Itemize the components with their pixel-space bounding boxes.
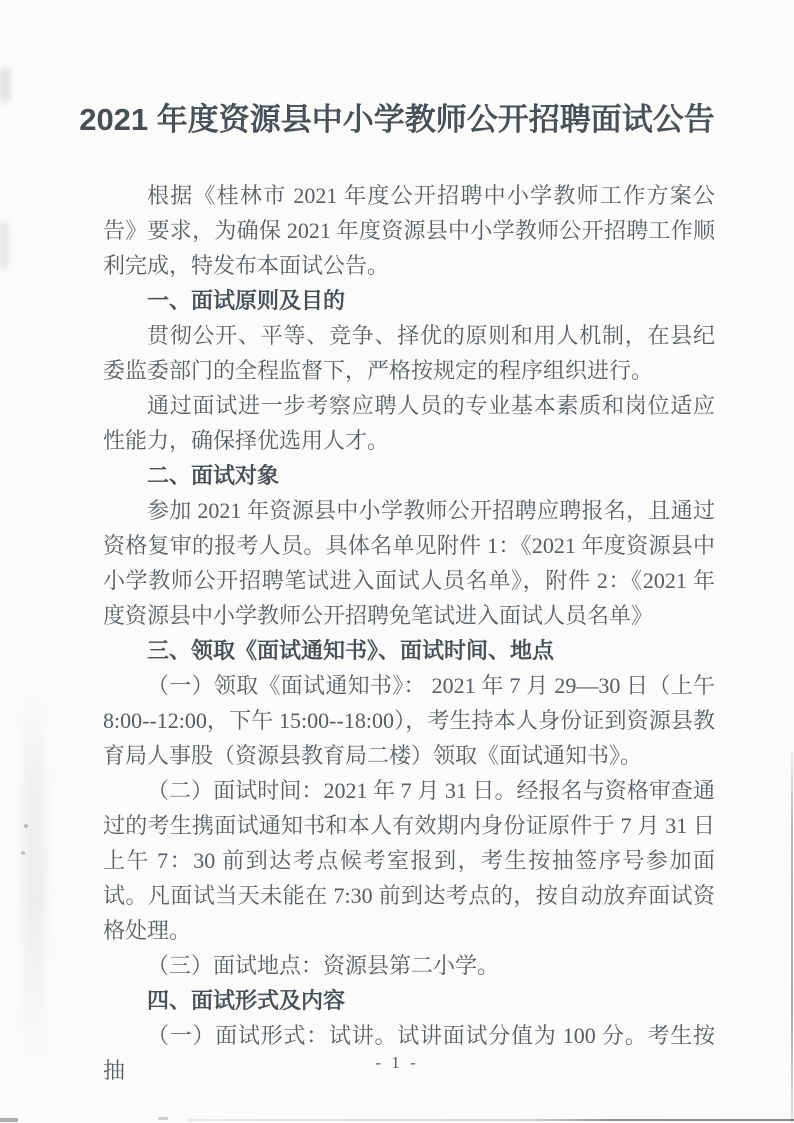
scan-shadow-band	[22, 690, 46, 1070]
body-paragraph: 根据《桂林市 2021 年度公开招聘中小学教师工作方案公告》要求，为确保 2021 年度资源县中小学教师公开招聘工作顺利完成，特发布本面试公告。	[103, 183, 715, 278]
scan-speck	[21, 851, 25, 855]
scan-edge-bottom-left	[0, 1118, 18, 1122]
document-body	[103, 178, 715, 1088]
scan-speck	[24, 824, 28, 828]
body-paragraph: 贯彻公开、平等、竞争、择优的原则和用人机制，在县纪委监委部门的全程监督下，严格按规定的程序组织进行。	[103, 323, 715, 383]
page-number: - 1 -	[375, 1053, 419, 1072]
scan-edge-bottom	[188, 1119, 794, 1121]
body-paragraph: 参加 2021 年资源县中小学教师公开招聘应聘报名，且通过资格复审的报考人员。具体名单见附件 1：《2021 年度资源县中小学教师公开招聘笔试进入面试人员名单》，附件 2：《2021 年度资源县中小学教师公开招聘免笔试进入面试人员名单》	[103, 498, 715, 628]
body-paragraph: 通过面试进一步考察应聘人员的专业基本素质和岗位适应性能力，确保择优选用人才。	[103, 393, 715, 453]
scan-smudge	[0, 222, 8, 268]
body-paragraph: （一）面试形式：试讲。试讲面试分值为 100 分。考生按抽	[103, 1023, 715, 1083]
section-heading: 四、面试形式及内容	[147, 988, 346, 1013]
section-heading: 二、面试对象	[147, 463, 280, 488]
body-paragraph: （一）领取《面试通知书》： 2021 年 7 月 29—30 日（上午 8:00--12:00，下午 15:00--18:00），考生持本人身份证到资源县教育局人事股（资源县教育局二楼）领取《面试通知书》。	[103, 673, 715, 768]
scan-speck	[158, 1117, 168, 1120]
body-paragraph: （二）面试时间：2021 年 7 月 31 日。经报名与资格审查通过的考生携面试通知书和本人有效期内身份证原件于 7 月 31 日上午 7：30 前到达考点候考室报到，考生按抽签序号参加面试。凡面试当天未能在 7:30 前到达考点的，按自动放弃面试资格处理。	[103, 778, 715, 943]
section-heading: 一、面试原则及目的	[147, 288, 346, 313]
body-paragraph: （三）面试地点：资源县第二小学。	[147, 953, 500, 978]
document-title: 2021 年度资源县中小学教师公开招聘面试公告	[79, 102, 715, 137]
section-heading: 三、领取《面试通知书》、面试时间、地点	[147, 638, 555, 663]
